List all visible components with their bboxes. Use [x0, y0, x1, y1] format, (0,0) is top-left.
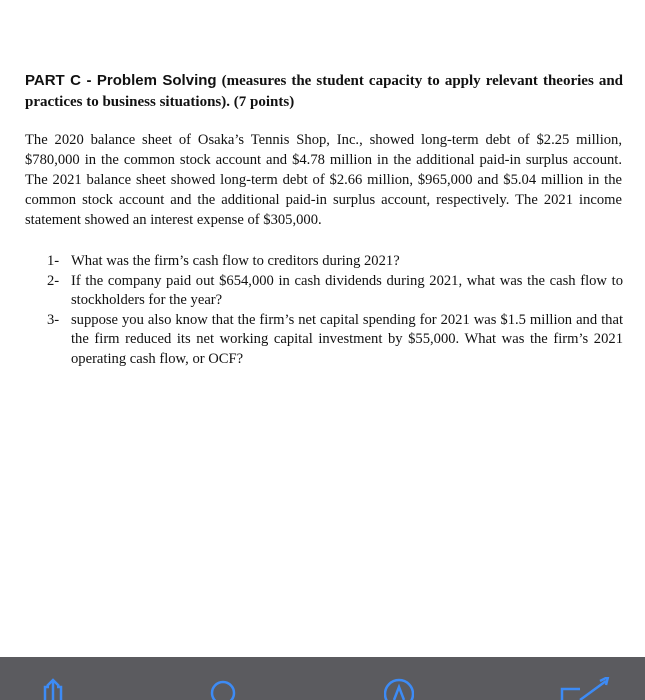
- share-icon[interactable]: [36, 677, 66, 700]
- heading-description: (measures the student capacity to apply relevant theories and practices to business situations). (7 points): [25, 73, 623, 110]
- problem-paragraph: The 2020 balance sheet of Osaka’s Tennis Shop, Inc., showed long-term debt of $2.25 million, $780,000 in the common stock account and $4.78 million in the additional paid-in surplus account. The 2021 balance sheet showed long-term debt of $2.66 million, $965,000 and $5.04 million in the common stock account and the additional paid-in surplus account, respectively. The 2021 income statement showed an interest expense of $305,000.: [25, 132, 622, 228]
- markup-icon[interactable]: [384, 677, 414, 700]
- question-item: [47, 311, 623, 370]
- question-item: [47, 252, 623, 272]
- edit-icon[interactable]: [560, 677, 590, 700]
- question-number: 2-: [47, 272, 60, 289]
- question-text: If the company paid out $654,000 in cash dividends during 2021, what was the cash flow to stockholders for the year?: [71, 272, 623, 308]
- question-number: 1-: [47, 253, 60, 269]
- question-number: 3-: [47, 311, 60, 328]
- bottom-toolbar: [0, 657, 645, 700]
- part-label: PART C - Problem Solving: [25, 72, 217, 89]
- question-text: suppose you also know that the firm’s net capital spending for 2021 was $1.5 million and that the firm reduced its net working capital investment by $55,000. What was the firm’s 2021 operating cash flow, or OCF?: [71, 311, 623, 367]
- search-icon[interactable]: [208, 677, 238, 700]
- question-list: [47, 252, 623, 369]
- section-heading: [25, 70, 623, 113]
- question-item: [47, 272, 623, 311]
- question-text: What was the firm’s cash flow to creditors during 2021?: [71, 253, 400, 269]
